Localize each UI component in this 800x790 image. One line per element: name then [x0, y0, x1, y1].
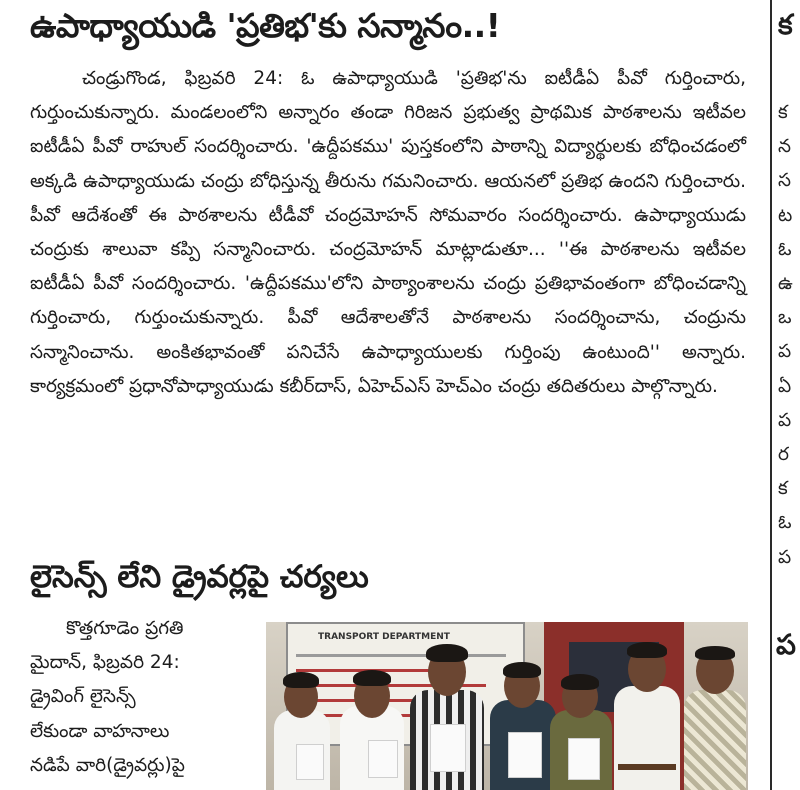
person: [338, 670, 406, 790]
story2-body: [30, 612, 268, 783]
person: [270, 670, 332, 790]
board-title: TRANSPORT DEPARTMENT: [318, 632, 450, 642]
story1-body: చండ్రుగొండ, ఫిబ్రవరి 24: ఓ ఉపాధ్యాయుడి 'ప్రతిభ'ను ఐటీడీఏ పీవో గుర్తించారు, గుర్తుంచుకున్నారు. మండలంలోని అన్నారం తండా గిరిజన ప్రభుత్వ ప్రాథమిక పాఠశాలను ఇటీవల ఐటీడీఏ పీవో రాహుల్ సందర్శించారు. 'ఉద్దీపకము' పుస్తకంలోని పాఠాన్ని విద్యార్థులకు బోధించడంలో అక్కడి ఉపాధ్యాయుడు చంద్రు బోధిస్తున్న తీరును గమనించారు. ఆయనలో ప్రతిభ ఉందని గుర్తించారు. పీవో ఆదేశంతో ఈ పాఠశాలను టీడీవో చంద్రమోహన్ సోమవారం సందర్శించారు. ఉపాధ్యాయుడు చంద్రుకు శాలువా కప్పి సన్మానించారు. చంద్రమోహన్ మాట్లాడుతూ... ''ఈ పాఠశాలను ఇటీవల ఐటీడీఏ పీవో సందర్శించారు. 'ఉద్దీపకము'లోని పాఠ్యాంశాలను చంద్రు ప్రతిభావంతంగా బోధించడాన్ని గుర్తించారు, గుర్తుంచుకున్నారు. పీవో ఆదేశాలతోనే పాఠశాలను సందర్శించాను, చంద్రును సన్మానించాను. అంకితభావంతో పనిచేసే ఉపాధ్యాయులకు గుర్తింపు ఉంటుంది'' అన్నారు. కార్యక్రమంలో ప్రధానోపాధ్యాయుడు కబీర్‌దాస్, ఏహెచ్ఎస్ హెచ్ఎం చంద్రు తదితరులు పాల్గొన్నారు.: [30, 68, 746, 397]
news-photo: [266, 622, 748, 790]
story2-line: నడిపే వారి(డ్రైవర్లు)పై: [30, 754, 185, 776]
story2-line: కొత్తగూడెం ప్రగతి: [66, 618, 184, 639]
next-column-text-fragment: క న స ట ఓ ఉ ఒ ప ఏ ప ర క ఓ ప: [778, 102, 793, 568]
police-officer: [612, 642, 682, 790]
next-column-headline-fragment: క: [778, 8, 793, 41]
story2-line: మైదాన్, ఫిబ్రవరి 24:: [30, 652, 180, 674]
story1-headline: ఉపాధ్యాయుడి 'ప్రతిభ'కు సన్మానం..!: [30, 6, 501, 45]
story2-line: డ్రైవింగ్ లైసెన్స్: [30, 686, 136, 708]
next-column-headline-fragment-2: ప: [776, 628, 796, 661]
story2-line: లేకుండా వాహనాలు: [30, 720, 170, 742]
person: [406, 644, 488, 790]
column-divider: [770, 0, 772, 790]
person: [682, 646, 748, 790]
person: [548, 674, 614, 790]
story2-headline: లైసెన్స్ లేని డ్రైవర్లపై చర్యలు: [30, 559, 369, 595]
